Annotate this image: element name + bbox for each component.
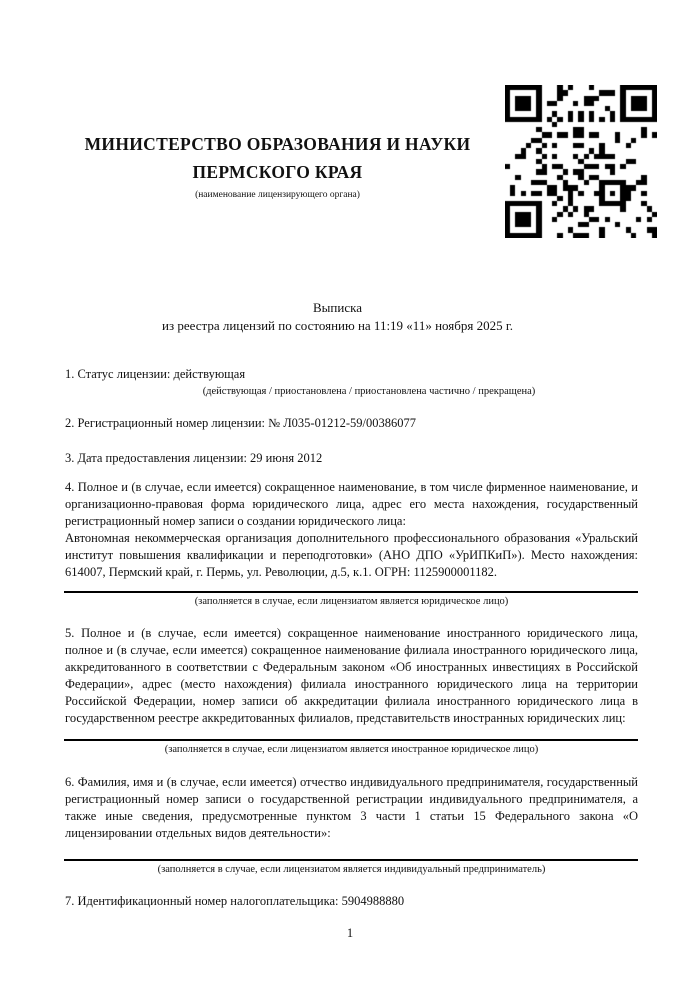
license-status-options-note: (действующая / приостановлена / приостановлена частично / прекращена)	[202, 386, 536, 397]
foreign-entity-note: (заполняется в случае, если лицензиатом является иностранное юридическое лицо)	[164, 744, 539, 755]
foreign-entity-section: 5. Полное и (в случае, если имеется) сокращенное наименование иностранного юридического лица, полное и (в случае, если имеется) сокращенное наименование филиала иностранного юридического лица, аккредитованного в соответствии с Федеральным законом «Об иностранных инвестициях в Российской Федерации», адрес (место нахождения) филиала иностранного юридического лица на территории Российской Федерации, номер записи об аккредитации филиала иностранного юридического лица в государственном реестре аккредитованных филиалов, представительств иностранных юридических лиц:	[65, 626, 638, 725]
ministry-name-line1: МИНИСТЕРСТВО ОБРАЗОВАНИЯ И НАУКИ	[84, 134, 471, 154]
legal-entity-section	[65, 479, 638, 581]
license-status-line: 1. Статус лицензии: действующая	[65, 367, 246, 381]
licensing-authority-name	[65, 130, 490, 201]
legal-entity-underline	[64, 591, 638, 593]
title-line: Выписка	[313, 300, 362, 315]
license-grant-date-line: 3. Дата предоставления лицензии: 29 июня 2012	[65, 451, 323, 465]
ministry-name-caption: (наименование лицензирующего органа)	[195, 190, 360, 200]
legal-entity-note: (заполняется в случае, если лицензиатом является юридическое лицо)	[194, 596, 509, 607]
individual-entrepreneur-section: 6. Фамилия, имя и (в случае, если имеется) отчество индивидуального предпринимателя, государственный регистрационный номер записи о государственной регистрации индивидуального предпринимателя, а также иные сведения, предусмотренные пунктом 3 части 1 статьи 15 Федерального закона «О лицензировании отдельных видов деятельности»:	[65, 775, 638, 840]
document-title	[65, 299, 638, 335]
registration-number-line: 2. Регистрационный номер лицензии: № Л035-01212-59/00386077	[65, 416, 416, 430]
page-number: 1	[346, 926, 354, 940]
legal-entity-label: 4. Полное и (в случае, если имеется) сокращенное наименование, в том числе фирменное наименование, и организационно-правовая форма юридического лица, адрес его места нахождения, государственный регистрационный номер записи о создании юридического лица:	[65, 480, 638, 528]
taxpayer-id-line: 7. Идентификационный номер налогоплательщика: 5904988880	[65, 894, 405, 908]
individual-entrepreneur-note: (заполняется в случае, если лицензиатом является индивидуальный предприниматель)	[157, 864, 546, 875]
individual-entrepreneur-underline	[64, 859, 638, 861]
subtitle-line: из реестра лицензий по состоянию на 11:19 «11» ноября 2025 г.	[162, 318, 513, 333]
ministry-name-line2: ПЕРМСКОГО КРАЯ	[192, 162, 363, 182]
qr-code	[505, 85, 657, 238]
foreign-entity-underline	[64, 739, 638, 741]
qr-code-image	[505, 85, 657, 238]
legal-entity-value: Автономная некоммерческая организация дополнительного профессионального образования «Уральский институт повышения квалификации и переподготовки» (АНО ДПО «УрИПКиП»). Место нахождения: 614007, Пермский край, г. Пермь, ул. Революции, д.5, к.1. ОГРН: 1125900001182.	[65, 531, 638, 579]
